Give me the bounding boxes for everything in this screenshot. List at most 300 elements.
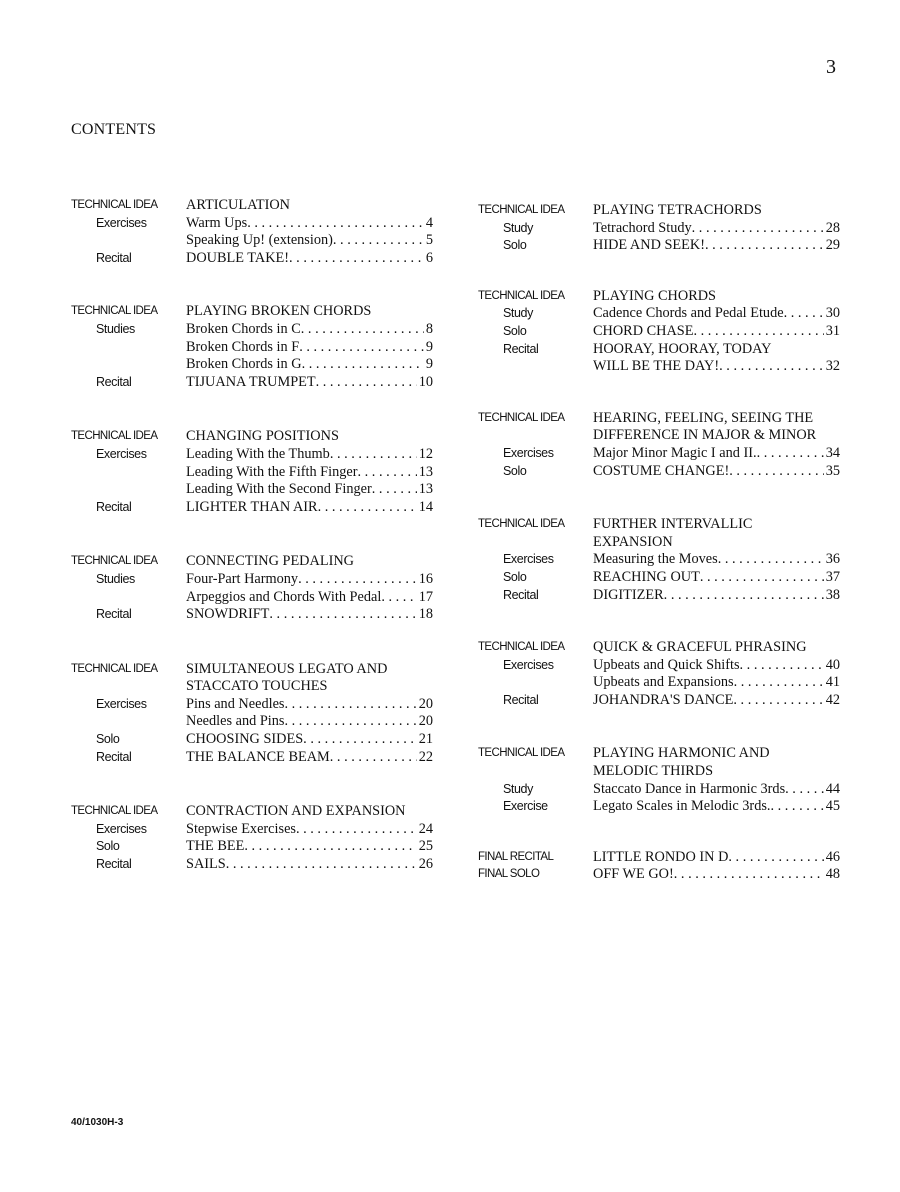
toc-title: PLAYING HARMONIC AND bbox=[593, 745, 770, 762]
toc-page-number: 48 bbox=[825, 866, 840, 883]
toc-entry bbox=[71, 589, 433, 607]
toc-entry bbox=[478, 237, 840, 255]
toc-title: Cadence Chords and Pedal Etude bbox=[593, 305, 784, 322]
toc-entry-text bbox=[593, 341, 840, 359]
toc-section bbox=[478, 410, 840, 480]
toc-page-number: 10 bbox=[418, 373, 433, 390]
toc-entry bbox=[71, 250, 433, 268]
toc-title: Arpeggios and Chords With Pedal bbox=[186, 588, 382, 605]
toc-page-number: 26 bbox=[418, 856, 433, 873]
toc-entry bbox=[71, 678, 433, 696]
toc-entry-text bbox=[593, 237, 840, 255]
toc-title: COSTUME CHANGE! bbox=[593, 462, 730, 479]
toc-entry-text bbox=[186, 232, 433, 250]
toc-page-number: 17 bbox=[418, 588, 433, 605]
toc-category: Recital bbox=[503, 587, 539, 602]
toc-entry-text bbox=[186, 571, 433, 589]
toc-title: Broken Chords in C bbox=[186, 320, 301, 337]
toc-entry bbox=[478, 358, 840, 376]
toc-page-number: 21 bbox=[418, 731, 433, 748]
toc-category: FINAL SOLO bbox=[478, 868, 540, 881]
contents-title: CONTENTS bbox=[71, 121, 157, 138]
toc-category: TECHNICAL IDEA bbox=[71, 305, 158, 318]
toc-title: Warm Ups bbox=[186, 214, 248, 231]
toc-entry bbox=[71, 303, 433, 321]
toc-page-number: 13 bbox=[418, 463, 433, 480]
toc-page-number: 46 bbox=[825, 848, 840, 865]
toc-page-number: 44 bbox=[825, 780, 840, 797]
toc-title: SAILS bbox=[186, 856, 226, 873]
toc-category: Study bbox=[503, 306, 533, 321]
toc-entry bbox=[71, 803, 433, 821]
toc-title: ARTICULATION bbox=[186, 197, 290, 213]
toc-entry-text bbox=[186, 696, 433, 714]
toc-category: Solo bbox=[503, 238, 527, 253]
toc-entry bbox=[71, 553, 433, 571]
toc-page-number: 18 bbox=[418, 606, 433, 623]
toc-title: QUICK & GRACEFUL PHRASING bbox=[593, 639, 807, 656]
toc-category: TECHNICAL IDEA bbox=[71, 662, 158, 675]
toc-entry bbox=[71, 215, 433, 233]
toc-category: Recital bbox=[96, 857, 132, 872]
toc-section bbox=[71, 803, 433, 873]
toc-title: MELODIC THIRDS bbox=[593, 763, 714, 780]
toc-entry-text bbox=[593, 410, 840, 428]
toc-leader-dots bbox=[316, 374, 417, 392]
toc-title: SNOWDRIFT bbox=[186, 606, 270, 623]
toc-entry-text bbox=[593, 745, 840, 763]
toc-entry-text bbox=[186, 553, 433, 571]
toc-entry bbox=[71, 339, 433, 357]
toc-entry bbox=[478, 202, 840, 220]
toc-title: Measuring the Moves bbox=[593, 551, 718, 568]
toc-leader-dots bbox=[664, 587, 824, 605]
toc-category: Solo bbox=[96, 839, 120, 854]
toc-entry-text bbox=[186, 589, 433, 607]
toc-leader-dots bbox=[740, 657, 824, 675]
toc-page-number: 9 bbox=[425, 356, 433, 373]
toc-title: Leading With the Second Finger bbox=[186, 481, 372, 498]
toc-entry bbox=[71, 661, 433, 679]
toc-title: CHANGING POSITIONS bbox=[186, 428, 339, 445]
toc-title: Broken Chords in G bbox=[186, 356, 302, 373]
toc-entry-text bbox=[593, 358, 840, 376]
toc-title: Upbeats and Expansions bbox=[593, 674, 734, 691]
toc-entry-text bbox=[593, 220, 840, 238]
toc-leader-dots bbox=[733, 692, 823, 710]
toc-entry bbox=[478, 463, 840, 481]
toc-category: TECHNICAL IDEA bbox=[71, 805, 158, 818]
toc-entry bbox=[71, 481, 433, 499]
toc-entry bbox=[478, 534, 840, 552]
toc-entry bbox=[71, 321, 433, 339]
toc-category: Exercises bbox=[503, 552, 554, 567]
toc-page-number: 6 bbox=[425, 249, 433, 266]
toc-leader-dots bbox=[303, 731, 417, 749]
toc-title: Tetrachord Study bbox=[593, 219, 692, 236]
toc-page-number: 20 bbox=[418, 713, 433, 730]
toc-leader-dots bbox=[247, 215, 424, 233]
toc-section bbox=[71, 197, 433, 267]
toc-entry-text bbox=[593, 798, 840, 816]
toc-leader-dots bbox=[318, 499, 417, 517]
toc-entry-text bbox=[593, 657, 840, 675]
toc-page-number: 32 bbox=[825, 358, 840, 375]
toc-title: DOUBLE TAKE! bbox=[186, 249, 290, 266]
toc-title: Stepwise Exercises bbox=[186, 820, 296, 837]
toc-title: HOORAY, HOORAY, TODAY bbox=[593, 340, 772, 357]
toc-entry-text bbox=[593, 849, 840, 867]
toc-category: Exercises bbox=[96, 821, 147, 836]
toc-title: WILL BE THE DAY! bbox=[593, 358, 720, 375]
toc-entry-text bbox=[186, 197, 433, 215]
toc-category: Recital bbox=[503, 341, 539, 356]
toc-leader-dots bbox=[333, 232, 424, 250]
toc-category: Recital bbox=[96, 250, 132, 265]
toc-title: PLAYING BROKEN CHORDS bbox=[186, 303, 372, 320]
toc-entry bbox=[71, 821, 433, 839]
toc-category: Exercises bbox=[96, 696, 147, 711]
toc-entry bbox=[71, 713, 433, 731]
toc-title: CONNECTING PEDALING bbox=[186, 553, 354, 570]
toc-entry-text bbox=[186, 606, 433, 624]
toc-entry-text bbox=[593, 587, 840, 605]
toc-section bbox=[71, 553, 433, 623]
toc-page-number: 25 bbox=[418, 838, 433, 855]
toc-leader-dots bbox=[692, 220, 824, 238]
toc-entry bbox=[71, 856, 433, 874]
toc-entry-text bbox=[593, 534, 840, 552]
toc-leader-dots bbox=[372, 481, 417, 499]
toc-entry bbox=[71, 696, 433, 714]
toc-section bbox=[478, 516, 840, 604]
toc-entry-text bbox=[593, 639, 840, 657]
toc-title: Leading With the Fifth Finger bbox=[186, 463, 358, 480]
contents-right-column bbox=[478, 202, 840, 884]
toc-entry-text bbox=[593, 692, 840, 710]
toc-entry-text bbox=[186, 803, 433, 821]
toc-title: PLAYING TETRACHORDS bbox=[593, 202, 762, 218]
toc-category: Solo bbox=[503, 323, 527, 338]
toc-entry bbox=[478, 445, 840, 463]
toc-entry bbox=[478, 551, 840, 569]
toc-page-number: 20 bbox=[418, 695, 433, 712]
toc-page-number: 16 bbox=[418, 570, 433, 587]
toc-title: HIDE AND SEEK! bbox=[593, 237, 705, 254]
toc-entry-text bbox=[186, 356, 433, 374]
toc-leader-dots bbox=[770, 798, 823, 816]
toc-section bbox=[478, 288, 840, 376]
page-number: 3 bbox=[826, 56, 836, 78]
toc-category: TECHNICAL IDEA bbox=[478, 411, 565, 424]
toc-leader-dots bbox=[728, 849, 823, 867]
toc-leader-dots bbox=[719, 358, 824, 376]
toc-category: TECHNICAL IDEA bbox=[71, 199, 158, 211]
toc-page-number: 37 bbox=[825, 568, 840, 585]
toc-page-number: 29 bbox=[825, 237, 840, 254]
toc-entry-text bbox=[593, 781, 840, 799]
toc-leader-dots bbox=[785, 781, 824, 799]
toc-leader-dots bbox=[296, 821, 417, 839]
toc-entry-text bbox=[593, 445, 840, 463]
toc-title: THE BEE bbox=[186, 838, 245, 855]
toc-entry bbox=[71, 374, 433, 392]
toc-entry bbox=[478, 220, 840, 238]
toc-category: TECHNICAL IDEA bbox=[478, 289, 565, 302]
toc-entry bbox=[478, 639, 840, 657]
toc-leader-dots bbox=[244, 838, 416, 856]
toc-entry bbox=[478, 288, 840, 306]
toc-title: Staccato Dance in Harmonic 3rds bbox=[593, 780, 786, 797]
toc-category: Exercises bbox=[503, 445, 554, 460]
toc-page-number: 38 bbox=[825, 586, 840, 603]
toc-leader-dots bbox=[784, 305, 824, 323]
toc-entry-text bbox=[186, 731, 433, 749]
toc-leader-dots bbox=[269, 606, 416, 624]
toc-category: TECHNICAL IDEA bbox=[71, 555, 158, 568]
toc-section bbox=[478, 202, 840, 255]
toc-category: TECHNICAL IDEA bbox=[71, 430, 158, 443]
toc-section bbox=[71, 428, 433, 516]
toc-leader-dots bbox=[705, 237, 824, 255]
toc-entry bbox=[478, 305, 840, 323]
toc-category: Solo bbox=[96, 732, 120, 747]
toc-category: Exercises bbox=[96, 215, 147, 230]
toc-leader-dots bbox=[284, 713, 416, 731]
toc-leader-dots bbox=[757, 445, 824, 463]
toc-leader-dots bbox=[734, 674, 824, 692]
toc-entry bbox=[71, 499, 433, 517]
toc-entry-text bbox=[186, 446, 433, 464]
toc-page-number: 30 bbox=[825, 305, 840, 322]
toc-entry-text bbox=[186, 250, 433, 268]
toc-page-number: 8 bbox=[425, 320, 433, 337]
toc-section bbox=[478, 849, 840, 884]
toc-title: CHOOSING SIDES bbox=[186, 731, 304, 748]
toc-leader-dots bbox=[226, 856, 417, 874]
toc-title: CONTRACTION AND EXPANSION bbox=[186, 803, 406, 820]
toc-entry-text bbox=[593, 763, 840, 781]
toc-page-number: 5 bbox=[425, 232, 433, 249]
toc-category: Exercises bbox=[96, 446, 147, 461]
toc-leader-dots bbox=[700, 569, 824, 587]
toc-entry bbox=[478, 516, 840, 534]
toc-category: TECHNICAL IDEA bbox=[478, 518, 565, 531]
toc-entry bbox=[478, 745, 840, 763]
toc-entry bbox=[71, 428, 433, 446]
toc-leader-dots bbox=[330, 749, 417, 767]
toc-title: JOHANDRA'S DANCE bbox=[593, 691, 734, 708]
toc-title: EXPANSION bbox=[593, 533, 673, 550]
toc-category: Recital bbox=[503, 692, 539, 707]
toc-entry bbox=[478, 849, 840, 867]
toc-leader-dots bbox=[358, 464, 417, 482]
toc-title: Speaking Up! (extension) bbox=[186, 232, 333, 249]
toc-entry-text bbox=[186, 481, 433, 499]
toc-title: Leading With the Thumb bbox=[186, 445, 330, 462]
toc-section bbox=[478, 745, 840, 815]
toc-entry bbox=[478, 410, 840, 428]
toc-entry-text bbox=[186, 428, 433, 446]
toc-entry bbox=[71, 356, 433, 374]
toc-entry bbox=[478, 341, 840, 359]
toc-category: Recital bbox=[96, 749, 132, 764]
toc-category: TECHNICAL IDEA bbox=[478, 641, 565, 654]
toc-entry-text bbox=[186, 661, 433, 679]
toc-leader-dots bbox=[284, 696, 416, 714]
toc-entry bbox=[71, 232, 433, 250]
toc-category: FINAL RECITAL bbox=[478, 850, 554, 863]
toc-entry-text bbox=[593, 427, 840, 445]
toc-section bbox=[71, 303, 433, 391]
toc-title: PLAYING CHORDS bbox=[593, 287, 717, 304]
toc-category: Solo bbox=[503, 463, 527, 478]
toc-page-number: 31 bbox=[825, 322, 840, 339]
toc-category: Studies bbox=[96, 321, 135, 336]
toc-entry bbox=[71, 571, 433, 589]
toc-entry-text bbox=[593, 202, 840, 220]
toc-title: DIFFERENCE IN MAJOR & MINOR bbox=[593, 427, 817, 444]
toc-entry-text bbox=[186, 374, 433, 392]
contents-left-column bbox=[71, 197, 433, 874]
toc-title: HEARING, FEELING, SEEING THE bbox=[593, 409, 814, 426]
toc-entry-text bbox=[186, 303, 433, 321]
toc-title: STACCATO TOUCHES bbox=[186, 678, 328, 695]
toc-entry-text bbox=[186, 321, 433, 339]
toc-entry-text bbox=[186, 464, 433, 482]
toc-category: Study bbox=[503, 220, 533, 235]
toc-entry bbox=[71, 731, 433, 749]
toc-category: Recital bbox=[96, 499, 132, 514]
toc-category: Solo bbox=[503, 569, 527, 584]
toc-page-number: 9 bbox=[425, 338, 433, 355]
toc-leader-dots bbox=[301, 321, 424, 339]
footer-code: 40/1030H-3 bbox=[71, 1117, 124, 1128]
toc-page-number: 34 bbox=[825, 444, 840, 461]
toc-leader-dots bbox=[299, 339, 424, 357]
toc-entry-text bbox=[593, 551, 840, 569]
toc-entry-text bbox=[593, 305, 840, 323]
toc-leader-dots bbox=[718, 551, 824, 569]
toc-page-number: 4 bbox=[425, 214, 433, 231]
toc-entry bbox=[71, 838, 433, 856]
toc-entry-text bbox=[593, 569, 840, 587]
toc-entry-text bbox=[593, 674, 840, 692]
toc-category: Recital bbox=[96, 374, 132, 389]
toc-leader-dots bbox=[298, 571, 417, 589]
toc-title: Pins and Needles bbox=[186, 695, 285, 712]
toc-title: THE BALANCE BEAM bbox=[186, 748, 330, 765]
toc-section bbox=[478, 639, 840, 709]
toc-title: FURTHER INTERVALLIC bbox=[593, 516, 753, 533]
toc-title: Major Minor Magic I and II. bbox=[593, 444, 757, 461]
toc-entry-text bbox=[186, 838, 433, 856]
toc-title: LIGHTER THAN AIR bbox=[186, 498, 318, 515]
toc-page-number: 36 bbox=[825, 551, 840, 568]
toc-page-number: 41 bbox=[825, 674, 840, 691]
toc-page-number: 14 bbox=[418, 498, 433, 515]
toc-entry-text bbox=[186, 713, 433, 731]
toc-entry-text bbox=[186, 499, 433, 517]
toc-category: Studies bbox=[96, 571, 135, 586]
toc-entry bbox=[478, 763, 840, 781]
toc-entry bbox=[478, 569, 840, 587]
toc-page-number: 24 bbox=[418, 820, 433, 837]
toc-title: Upbeats and Quick Shifts bbox=[593, 656, 740, 673]
toc-leader-dots bbox=[694, 323, 824, 341]
toc-category: Recital bbox=[96, 607, 132, 622]
toc-entry bbox=[71, 464, 433, 482]
toc-title: REACHING OUT bbox=[593, 568, 700, 585]
toc-entry bbox=[478, 657, 840, 675]
toc-category: TECHNICAL IDEA bbox=[478, 747, 565, 760]
toc-page-number: 12 bbox=[418, 445, 433, 462]
toc-entry-text bbox=[186, 215, 433, 233]
toc-entry-text bbox=[593, 288, 840, 306]
toc-leader-dots bbox=[729, 463, 823, 481]
toc-entry-text bbox=[593, 866, 840, 884]
toc-leader-dots bbox=[302, 356, 424, 374]
toc-entry bbox=[71, 446, 433, 464]
toc-entry bbox=[478, 781, 840, 799]
toc-category: Exercises bbox=[503, 657, 554, 672]
toc-title: CHORD CHASE bbox=[593, 322, 694, 339]
toc-title: Four-Part Harmony bbox=[186, 570, 299, 587]
toc-entry-text bbox=[593, 463, 840, 481]
toc-entry bbox=[71, 606, 433, 624]
toc-entry-text bbox=[593, 516, 840, 534]
toc-page-number: 45 bbox=[825, 798, 840, 815]
toc-entry-text bbox=[186, 856, 433, 874]
toc-entry-text bbox=[186, 749, 433, 767]
toc-category: Study bbox=[503, 781, 533, 796]
toc-entry-text bbox=[593, 323, 840, 341]
toc-entry bbox=[478, 692, 840, 710]
toc-leader-dots bbox=[289, 250, 424, 268]
toc-page-number: 40 bbox=[825, 656, 840, 673]
toc-title: SIMULTANEOUS LEGATO AND bbox=[186, 660, 388, 677]
toc-page-number: 28 bbox=[825, 219, 840, 236]
toc-title: Needles and Pins bbox=[186, 713, 285, 730]
toc-title: Broken Chords in F bbox=[186, 338, 300, 355]
toc-title: DIGITIZER bbox=[593, 586, 664, 603]
toc-page-number: 13 bbox=[418, 481, 433, 498]
toc-title: TIJUANA TRUMPET bbox=[186, 373, 316, 390]
toc-entry-text bbox=[186, 821, 433, 839]
toc-entry bbox=[478, 866, 840, 884]
toc-title: OFF WE GO! bbox=[593, 866, 674, 883]
toc-entry bbox=[71, 197, 433, 215]
toc-entry-text bbox=[186, 678, 433, 696]
toc-page-number: 35 bbox=[825, 462, 840, 479]
toc-category: TECHNICAL IDEA bbox=[478, 204, 565, 216]
toc-entry bbox=[478, 674, 840, 692]
toc-page-number: 22 bbox=[418, 748, 433, 765]
toc-section bbox=[71, 661, 433, 767]
toc-entry bbox=[478, 427, 840, 445]
toc-leader-dots bbox=[381, 589, 416, 607]
toc-entry bbox=[478, 587, 840, 605]
toc-entry bbox=[478, 323, 840, 341]
toc-page-number: 42 bbox=[825, 691, 840, 708]
toc-entry bbox=[71, 749, 433, 767]
toc-entry-text bbox=[186, 339, 433, 357]
toc-entry bbox=[478, 798, 840, 816]
toc-leader-dots bbox=[330, 446, 417, 464]
toc-title: LITTLE RONDO IN D bbox=[593, 848, 729, 865]
toc-category: Exercise bbox=[503, 799, 548, 814]
toc-leader-dots bbox=[674, 866, 824, 884]
